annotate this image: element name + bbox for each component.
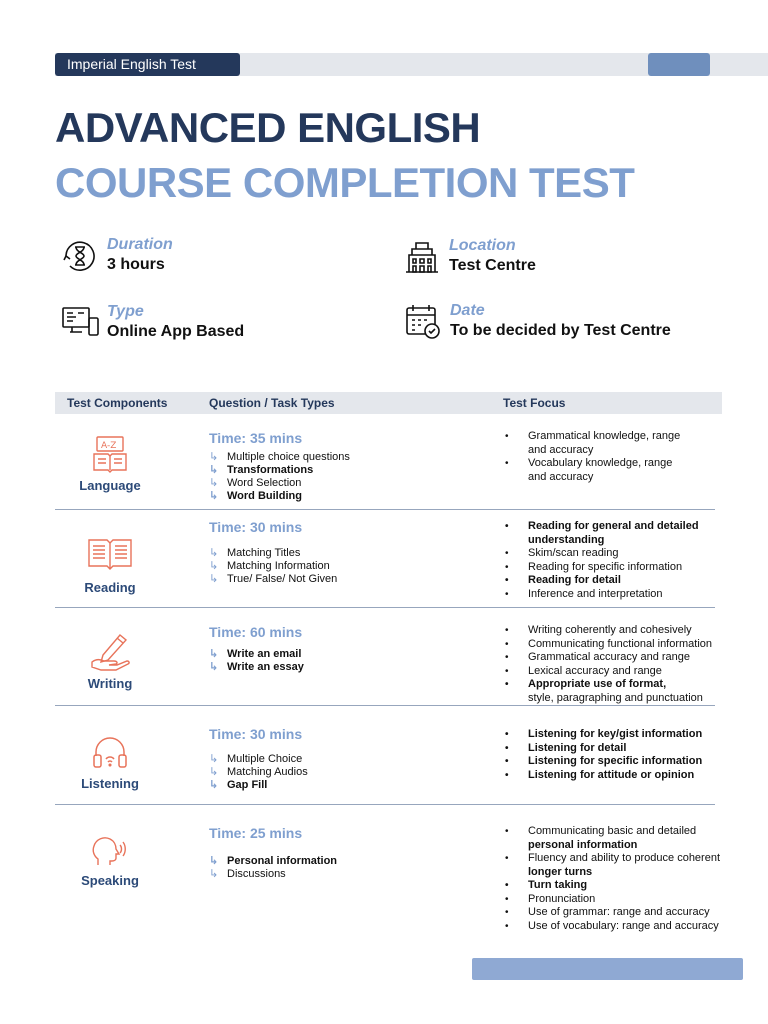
focus-list	[503, 825, 720, 933]
date-label: Date	[450, 302, 485, 319]
info-location	[402, 237, 536, 277]
table-row-reading	[55, 510, 715, 608]
focus-item: • Use of grammar: range and accuracy	[503, 906, 720, 920]
focus-item-continued: longer turns	[528, 865, 593, 878]
time-label: Time: 30 mins	[209, 726, 303, 742]
speaking-head-icon	[90, 833, 130, 869]
focus-item: • Use of vocabulary: range and accuracy	[503, 920, 720, 934]
calendar-check-icon	[403, 302, 443, 342]
task-item: ↳ Word Building	[209, 490, 302, 502]
focus-item-continued: style, paragraphing and punctuation	[528, 691, 703, 704]
devices-icon	[60, 303, 100, 343]
component-name: Writing	[87, 676, 133, 691]
focus-item: • Fluency and ability to produce coherent	[503, 852, 720, 866]
task-item: ↳ Matching Audios	[209, 766, 308, 778]
focus-item: • Reading for detail	[503, 574, 699, 588]
pen-hand-icon	[87, 632, 133, 672]
component-name: Speaking	[81, 873, 139, 888]
focus-item: • Grammatical knowledge, range	[503, 430, 680, 444]
component-name: Listening	[81, 776, 139, 791]
focus-list	[503, 520, 699, 601]
brand-badge: Imperial English Test	[55, 53, 240, 76]
table-row-listening	[55, 706, 715, 805]
arrow-icon: ↳	[209, 573, 219, 585]
focus-list	[503, 728, 702, 782]
focus-item: • Listening for key/gist information	[503, 728, 702, 742]
a-z-book-icon	[90, 434, 130, 474]
arrow-icon: ↳	[209, 661, 219, 673]
task-item: ↳ Transformations	[209, 464, 314, 476]
arrow-icon: ↳	[209, 451, 219, 463]
task-item: ↳ Personal information	[209, 855, 338, 867]
time-label: Time: 30 mins	[209, 519, 303, 535]
component-writing	[55, 632, 165, 691]
table-row-language	[55, 414, 715, 510]
arrow-icon: ↳	[209, 490, 219, 502]
focus-item: • Reading for general and detailed	[503, 520, 699, 534]
task-item: ↳ Gap Fill	[209, 779, 268, 791]
focus-item: • Pronunciation	[503, 893, 720, 907]
open-book-icon	[86, 532, 134, 572]
focus-item: • Writing coherently and cohesively	[503, 624, 712, 638]
arrow-icon: ↳	[209, 648, 219, 660]
table-header	[55, 392, 722, 414]
info-date	[403, 302, 671, 342]
task-item: ↳ Write an essay	[209, 661, 304, 673]
arrow-icon: ↳	[209, 766, 219, 778]
date-value: To be decided by Test Centre	[450, 322, 671, 339]
focus-item: • Grammatical accuracy and range	[503, 651, 712, 665]
footer-bar	[472, 958, 743, 980]
time-label: Time: 60 mins	[209, 624, 303, 640]
task-item: ↳ Discussions	[209, 868, 286, 880]
task-list	[209, 547, 337, 586]
table-row-speaking	[55, 805, 721, 945]
focus-item-continued: and accuracy	[528, 443, 594, 456]
focus-item: • Skim/scan reading	[503, 547, 699, 561]
focus-item: • Lexical accuracy and range	[503, 665, 712, 679]
info-type	[60, 303, 244, 343]
arrow-icon: ↳	[209, 547, 219, 559]
focus-item: • Listening for detail	[503, 742, 702, 756]
arrow-icon: ↳	[209, 779, 219, 791]
task-item: ↳ Matching Titles	[209, 547, 301, 559]
focus-item: • Communicating basic and detailed	[503, 825, 720, 839]
focus-item: • Communicating functional information	[503, 638, 712, 652]
duration-label: Duration	[107, 236, 173, 253]
header-pill	[648, 53, 710, 76]
component-listening	[55, 732, 165, 791]
focus-item-continued: personal information	[528, 838, 638, 851]
table-row-writing	[55, 608, 715, 706]
focus-item: • Reading for specific information	[503, 561, 699, 575]
component-language	[55, 434, 165, 493]
duration-value: 3 hours	[107, 256, 165, 273]
title-line-1: ADVANCED ENGLISH	[55, 104, 481, 151]
time-label: Time: 25 mins	[209, 825, 303, 841]
task-list	[209, 451, 350, 503]
component-reading	[55, 532, 165, 595]
task-item: ↳ Write an email	[209, 648, 302, 660]
svg-text:A-Z: A-Z	[101, 441, 117, 451]
arrow-icon: ↳	[209, 868, 219, 880]
focus-item: • Inference and interpretation	[503, 588, 699, 602]
header-test-components: Test Components	[67, 396, 168, 410]
task-list	[209, 753, 308, 792]
focus-item: • Appropriate use of format,	[503, 678, 712, 692]
arrow-icon: ↳	[209, 560, 219, 572]
task-item: ↳ Word Selection	[209, 477, 302, 489]
focus-item: • Listening for attitude or opinion	[503, 769, 702, 783]
task-item: ↳ Matching Information	[209, 560, 330, 572]
task-list	[209, 648, 304, 674]
task-item: ↳ True/ False/ Not Given	[209, 573, 338, 585]
type-label: Type	[107, 303, 144, 320]
building-icon	[402, 237, 442, 277]
location-label: Location	[449, 237, 516, 254]
info-duration	[60, 236, 173, 276]
focus-item: • Turn taking	[503, 879, 720, 893]
component-speaking	[55, 833, 165, 888]
focus-item-continued: and accuracy	[528, 470, 594, 483]
location-value: Test Centre	[449, 257, 536, 274]
focus-item-continued: understanding	[528, 533, 605, 546]
task-item: ↳ Multiple choice questions	[209, 451, 350, 463]
task-item: ↳ Multiple Choice	[209, 753, 303, 765]
headphones-icon	[90, 732, 130, 772]
component-name: Language	[79, 478, 141, 493]
hourglass-clock-icon	[60, 236, 100, 276]
header-task-types: Question / Task Types	[209, 396, 335, 410]
time-label: Time: 35 mins	[209, 430, 303, 446]
arrow-icon: ↳	[209, 855, 219, 867]
focus-item: • Listening for specific information	[503, 755, 702, 769]
title-line-2: COURSE COMPLETION TEST	[55, 159, 635, 206]
focus-item: • Vocabulary knowledge, range	[503, 457, 680, 471]
component-name: Reading	[84, 580, 136, 595]
arrow-icon: ↳	[209, 753, 219, 765]
task-list	[209, 855, 337, 881]
arrow-icon: ↳	[209, 464, 219, 476]
header-test-focus: Test Focus	[503, 396, 566, 410]
arrow-icon: ↳	[209, 477, 219, 489]
type-value: Online App Based	[107, 323, 245, 340]
focus-list	[503, 430, 680, 484]
focus-list	[503, 624, 712, 705]
